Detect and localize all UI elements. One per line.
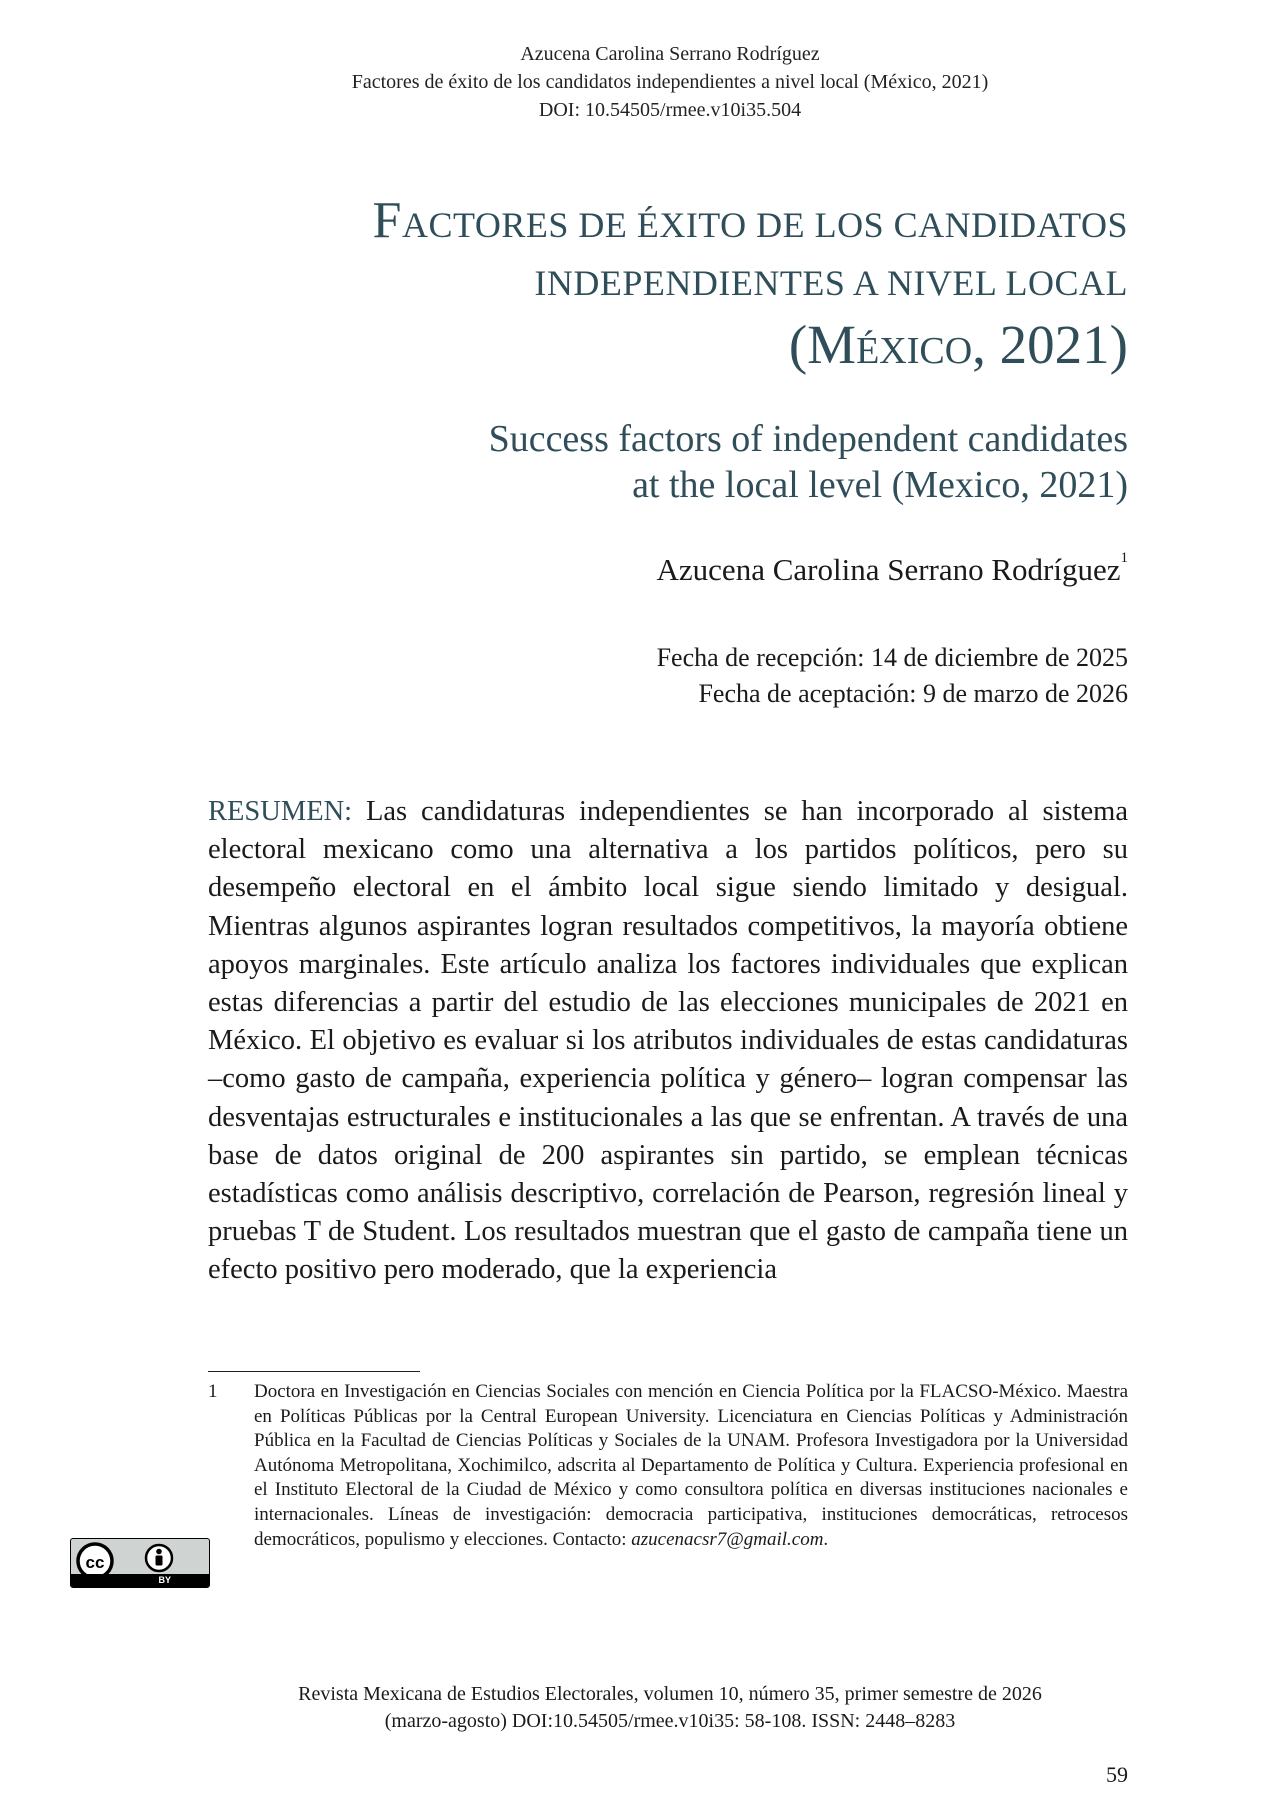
running-header bbox=[0, 40, 1280, 124]
abstract-label: RESUMEN: bbox=[208, 796, 353, 827]
footnote bbox=[208, 1380, 1128, 1552]
cc-badge-band bbox=[71, 1574, 209, 1587]
footnote-divider bbox=[208, 1371, 420, 1372]
page-number: 59 bbox=[1106, 1762, 1128, 1787]
article-title bbox=[128, 192, 1128, 384]
footnote-text: Doctora en Investigación en Ciencias Sociales con mención en Ciencia Política por la FLACSO-México. Maestra en Políticas Públicas por la Central European University. Licenciatura en Ciencias Políticas y Administración Pública en la Facultad de Ciencias Políticas y Sociales de la UNAM. Profesora Investigadora por la Universidad Autónoma Metropolitana, Xochimilco, adscrita al Departamento de Política y Cultura. Experiencia profesional en el Instituto Electoral de la Ciudad de México y como consultora política en diversas instituciones nacionales e internacionales. Líneas de investigación: democracia participativa, instituciones democráticas, retrocesos democráticos, populismo y elecciones. Contacto: azucenacsr7@gmail.com. bbox=[254, 1381, 1128, 1550]
received-date: Fecha de recepción: 14 de diciembre de 2025 bbox=[656, 643, 1128, 672]
author-footnote-mark[interactable]: 1 bbox=[1120, 550, 1128, 566]
journal-footer bbox=[0, 1681, 1280, 1735]
running-header-doi: DOI: 10.54505/rmee.v10i35.504 bbox=[538, 99, 802, 121]
cc-by-license-badge[interactable] bbox=[70, 1538, 210, 1588]
footnote-number: 1 bbox=[208, 1381, 218, 1402]
title-line-1: FACTORES DE ÉXITO DE LOS CANDIDATOS bbox=[372, 192, 1128, 249]
subtitle-line-2: at the local level (Mexico, 2021) bbox=[632, 464, 1128, 506]
journal-footer-line-1: Revista Mexicana de Estudios Electorales, volumen 10, número 35, primer semestre de 2026 bbox=[298, 1683, 1042, 1705]
running-header-author: Azucena Carolina Serrano Rodríguez bbox=[520, 43, 820, 65]
author-name: Azucena Carolina Serrano Rodríguez$^1$ bbox=[656, 550, 1128, 587]
article-dates bbox=[657, 640, 1128, 712]
footnote-email-link[interactable]: azucenacsr7@gmail.com bbox=[631, 1528, 824, 1550]
journal-footer-line-2: (marzo-agosto) DOI:10.54505/rmee.v10i35: 58-108. ISSN: 2448–8283 bbox=[384, 1710, 956, 1732]
abstract-text: Las candidaturas independientes se han incorporado al sistema electoral mexicano como una alternativa a los partidos políticos, pero su desempeño electoral en el ámbito local sigue siendo limitado y desigual. Mientras algunos aspirantes logran resultados competitivos, la mayoría obtiene apoyos marginales. Este artículo analiza los factores individuales que explican estas diferencias a partir del estudio de las elecciones municipales de 2021 en México. El objetivo es evaluar si los atributos individuales de estas candidaturas –como gasto de campaña, experiencia política y género– logran compensar las desventajas estructurales e institucionales a las que se enfrentan. A través de una base de datos original de 200 aspirantes sin partido, se emplean técnicas estadísticas como análisis descriptivo, correlación de Pearson, regresión lineal y pruebas T de Student. Los resultados muestran que el gasto de campaña tiene un efecto positivo pero moderado, que la experiencia bbox=[208, 796, 1128, 1286]
accepted-date: Fecha de aceptación: 9 de marzo de 2026 bbox=[698, 679, 1128, 708]
article-subtitle bbox=[228, 416, 1128, 508]
subtitle-line-1: Success factors of independent candidates bbox=[488, 418, 1128, 460]
cc-glyph-text: cc bbox=[85, 1553, 105, 1572]
title-line-2: INDEPENDIENTES A NIVEL LOCAL bbox=[534, 263, 1128, 303]
cc-by-label: BY bbox=[158, 1575, 171, 1585]
abstract bbox=[208, 793, 1128, 1290]
title-line-3: (MÉXICO, 2021) bbox=[788, 314, 1128, 375]
running-header-title: Factores de éxito de los candidatos independientes a nivel local (México, 2021) bbox=[351, 71, 989, 93]
